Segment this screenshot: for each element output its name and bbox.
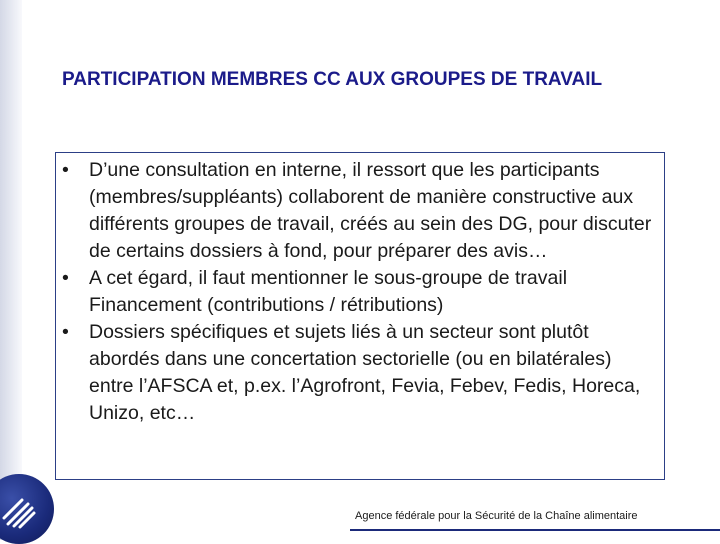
footer-underline bbox=[350, 529, 720, 531]
bullet-item bbox=[62, 265, 652, 319]
logo-strokes-icon bbox=[0, 484, 44, 534]
bullet-text: A cet égard, il faut mentionner le sous-groupe de travail Financement (contributions / rétributions) bbox=[89, 267, 568, 316]
left-decorative-stripe bbox=[0, 0, 22, 540]
bullet-marker: • bbox=[62, 267, 69, 289]
bullet-list bbox=[62, 157, 652, 427]
bullet-text: D’une consultation en interne, il ressort que les participants (membres/suppléants) collaborent de manière constructive aux différents groupes de travail, créés au sein des DG, pour discuter de certains dossiers à fond, pour préparer des avis… bbox=[89, 159, 652, 262]
bullet-item bbox=[62, 157, 652, 265]
content-box bbox=[55, 152, 665, 480]
bullet-marker: • bbox=[62, 321, 69, 343]
footer-agency-name: Agence fédérale pour la Sécurité de la Chaîne alimentaire bbox=[355, 510, 638, 522]
agency-logo-icon bbox=[0, 474, 54, 544]
bullet-item bbox=[62, 319, 652, 427]
bullet-marker: • bbox=[62, 159, 69, 181]
slide-title: PARTICIPATION MEMBRES CC AUX GROUPES DE TRAVAIL bbox=[62, 69, 603, 90]
bullet-text: Dossiers spécifiques et sujets liés à un secteur sont plutôt abordés dans une concertation sectorielle (ou en bilatérales) entre l’AFSCA et, p.ex. l’Agrofront, Fevia, Febev, Fedis, Horeca, Unizo, etc… bbox=[89, 321, 641, 424]
